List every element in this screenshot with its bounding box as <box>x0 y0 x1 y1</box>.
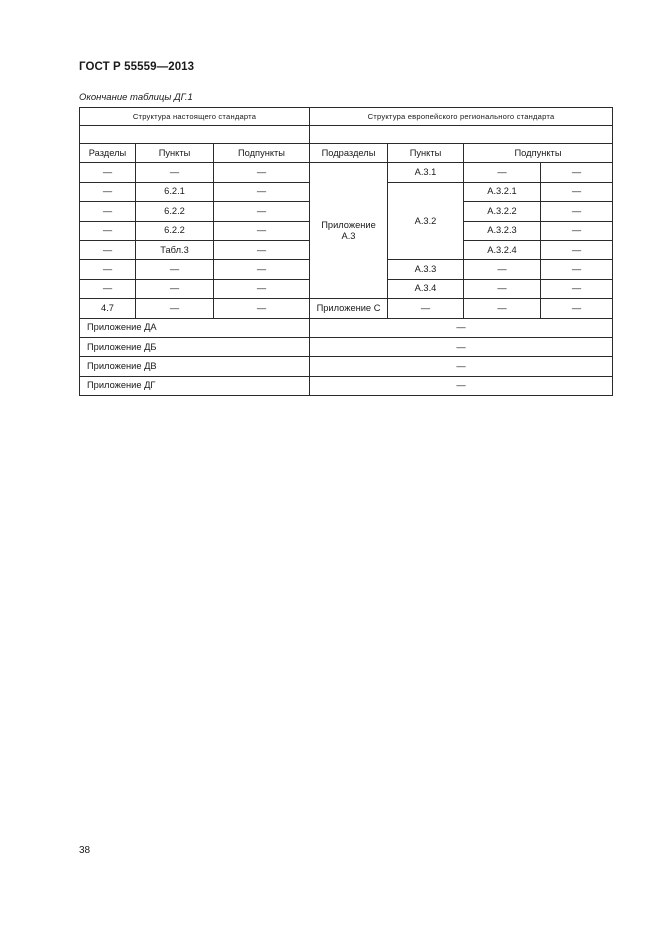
table-cell: А.3.4 <box>388 279 464 298</box>
comparison-table-container <box>79 107 612 396</box>
table-cell: — <box>214 240 310 259</box>
table-cell: — <box>214 221 310 240</box>
table-cell: — <box>80 260 136 279</box>
table-cell: — <box>214 279 310 298</box>
table-cell: — <box>80 202 136 221</box>
col-header-subclauses: Подпункты <box>214 144 310 163</box>
table-cell: — <box>80 221 136 240</box>
table-cell: — <box>388 299 464 318</box>
table-cell: Приложение С <box>310 299 388 318</box>
table-cell: — <box>136 163 214 182</box>
annex-row <box>80 376 613 395</box>
annex-row-value: — <box>310 318 613 337</box>
table-cell: А.3.3 <box>388 260 464 279</box>
table-cell: — <box>214 260 310 279</box>
document-header: ГОСТ Р 55559—2013 <box>79 61 195 73</box>
annex-a3-label-line2: А.3 <box>341 230 356 241</box>
table-cell: — <box>541 202 613 221</box>
spacer-cell-right <box>310 126 613 144</box>
annex-row <box>80 357 613 376</box>
spacer-cell-left <box>80 126 310 144</box>
group-header-right: Структура европейского регионального стандарта <box>310 108 613 126</box>
table-cell: — <box>136 299 214 318</box>
annex-row-value: — <box>310 376 613 395</box>
table-cell: — <box>541 299 613 318</box>
table-cell: — <box>80 163 136 182</box>
annex-row <box>80 318 613 337</box>
table-cell: — <box>464 260 541 279</box>
table-cell: — <box>541 240 613 259</box>
group-header-left: Структура настоящего стандарта <box>80 108 310 126</box>
table-cell: — <box>464 299 541 318</box>
spacer-row <box>80 126 613 144</box>
table-row <box>80 163 613 182</box>
column-header-row <box>80 144 613 163</box>
col-header-subsections-eu: Подразделы <box>310 144 388 163</box>
group-header-row <box>80 108 613 126</box>
table-cell: 4.7 <box>80 299 136 318</box>
table-cell: — <box>214 163 310 182</box>
table-cell: — <box>80 279 136 298</box>
table-cell: — <box>80 182 136 201</box>
clause-a32-merged-cell: А.3.2 <box>388 182 464 260</box>
table-cell: Табл.3 <box>136 240 214 259</box>
col-header-subclauses-eu: Подпункты <box>464 144 613 163</box>
col-header-sections: Разделы <box>80 144 136 163</box>
table-cell: — <box>464 279 541 298</box>
annex-row-value: — <box>310 337 613 356</box>
table-cell: — <box>541 221 613 240</box>
table-caption: Окончание таблицы ДГ.1 <box>79 92 193 103</box>
annex-row-label: Приложение ДВ <box>80 357 310 376</box>
col-header-clauses-eu: Пункты <box>388 144 464 163</box>
table-cell: А.3.2.1 <box>464 182 541 201</box>
table-cell: 6.2.2 <box>136 221 214 240</box>
table-cell: А.3.2.2 <box>464 202 541 221</box>
table-cell: — <box>214 182 310 201</box>
table-cell: — <box>136 279 214 298</box>
table-cell: — <box>541 260 613 279</box>
table-cell: — <box>136 260 214 279</box>
table-cell: А.3.2.4 <box>464 240 541 259</box>
table-cell: 6.2.1 <box>136 182 214 201</box>
col-header-clauses: Пункты <box>136 144 214 163</box>
table-cell: — <box>541 163 613 182</box>
annex-row-label: Приложение ДГ <box>80 376 310 395</box>
page-number: 38 <box>79 845 91 856</box>
table-cell: — <box>464 163 541 182</box>
annex-a3-merged-cell <box>310 163 388 299</box>
table-cell: — <box>214 299 310 318</box>
table-cell: — <box>214 202 310 221</box>
annex-row-value: — <box>310 357 613 376</box>
annex-row <box>80 337 613 356</box>
annex-row-label: Приложение ДА <box>80 318 310 337</box>
annex-a3-label-line1: Приложение <box>321 219 376 230</box>
table-row <box>80 299 613 318</box>
table-cell: 6.2.2 <box>136 202 214 221</box>
table-cell: А.3.2.3 <box>464 221 541 240</box>
table-cell: — <box>541 279 613 298</box>
annex-row-label: Приложение ДБ <box>80 337 310 356</box>
table-cell: — <box>541 182 613 201</box>
comparison-table <box>79 107 613 396</box>
table-cell: А.3.1 <box>388 163 464 182</box>
table-cell: — <box>80 240 136 259</box>
